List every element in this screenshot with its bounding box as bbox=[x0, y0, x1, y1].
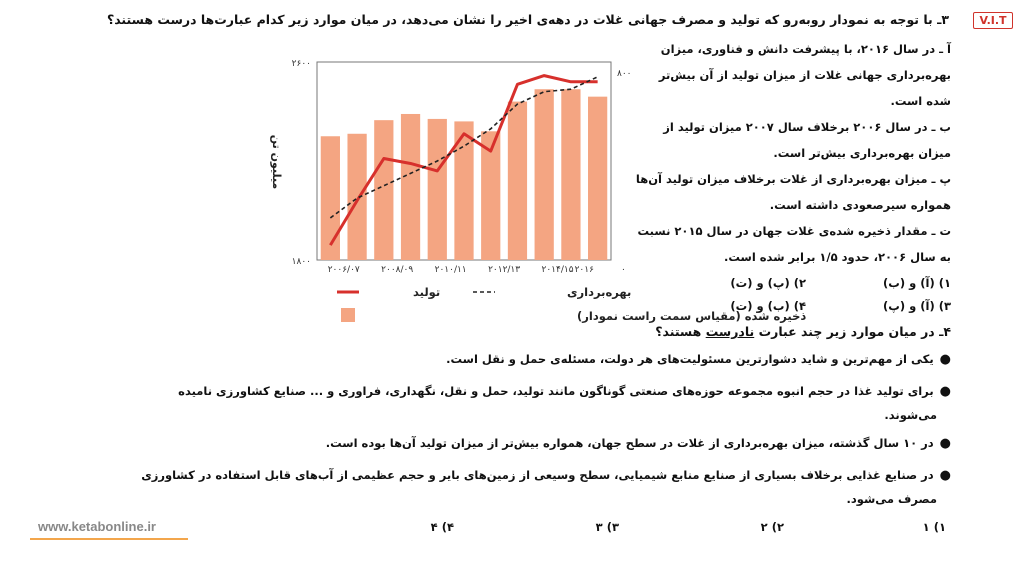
left-axis-tick-top: ۲۶۰۰ bbox=[291, 59, 311, 69]
legend-storage-swatch bbox=[341, 308, 355, 322]
bullet-dot-icon: ● bbox=[939, 436, 951, 451]
legend-consumption-label: بهره‌برداری bbox=[567, 285, 632, 299]
storage-bar bbox=[508, 102, 527, 260]
x-axis-tick-label: ۲۰۱۶ bbox=[574, 265, 594, 275]
statement-p-line-1: پ ـ میزان بهره‌برداری از غلات برخلاف میزان تولید آن‌ها bbox=[635, 172, 951, 186]
footer-underline bbox=[30, 538, 188, 540]
q4-bullet-4 bbox=[141, 468, 951, 483]
question-code-badge: V.I.T bbox=[973, 12, 1013, 29]
y-axis-label: میلیون تن bbox=[270, 134, 283, 190]
q4-bullet-2 bbox=[178, 384, 951, 399]
q3-option-1[interactable]: ۱) (آ) و (ب) bbox=[883, 276, 951, 290]
statement-b-line-1: ب ـ در سال ۲۰۰۶ برخلاف سال ۲۰۰۷ میزان تولید از bbox=[663, 120, 951, 134]
q4-bullet-4-cont: مصرف می‌شود. bbox=[846, 492, 937, 506]
q4-bullet-2-cont: می‌شوند. bbox=[884, 408, 937, 422]
storage-bar bbox=[561, 89, 580, 260]
storage-bar bbox=[321, 136, 340, 260]
q4-option-4[interactable]: ۴) ۴ bbox=[430, 520, 454, 534]
storage-bar bbox=[347, 134, 366, 260]
x-axis-tick-label: ۲۰۱۲/۱۳ bbox=[488, 265, 521, 275]
statement-a-line-3: شده است. bbox=[890, 94, 951, 108]
legend-production-label: تولید bbox=[413, 285, 441, 299]
q4-option-1[interactable]: ۱) ۱ bbox=[922, 520, 946, 534]
x-axis-tick-label: ۲۰۱۰/۱۱ bbox=[434, 265, 467, 275]
question-4-number: ۴ـ bbox=[939, 324, 951, 339]
q3-option-2[interactable]: ۲) (پ) و (ت) bbox=[730, 276, 806, 290]
storage-bar bbox=[401, 114, 420, 260]
x-axis-tick-label: ۲۰۰۸/۰۹ bbox=[381, 265, 414, 275]
question-4-text-a: در میان موارد زیر چند عبارت bbox=[758, 324, 935, 339]
statement-b-line-2: میزان بهره‌برداری بیش‌تر است. bbox=[773, 146, 951, 160]
footer-website-url[interactable]: www.ketabonline.ir bbox=[38, 519, 156, 534]
question-4-text-b: هستند؟ bbox=[655, 324, 702, 339]
legend-storage-label: ذخیره شده (مقیاس سمت راست نمودار) bbox=[577, 309, 807, 323]
q4-bullet-3 bbox=[326, 436, 951, 451]
statement-t-line-1: ت ـ مقدار ذخیره شده‌ی غلات جهان در سال ۲۰۱۵ نسبت bbox=[637, 224, 951, 238]
question-3-number: ۳ـ bbox=[937, 12, 949, 27]
q4-bullet-3-text: در ۱۰ سال گذشته، میزان بهره‌برداری از غلات در سطح جهان، همواره بیش‌تر از میزان تولید آن‌ها بوده است. bbox=[325, 436, 934, 450]
storage-bar bbox=[535, 89, 554, 260]
left-axis-tick-bottom: ۱۸۰۰ bbox=[291, 257, 311, 267]
storage-bar bbox=[428, 119, 447, 260]
q3-option-3[interactable]: ۳) (آ) و (پ) bbox=[883, 299, 951, 313]
q4-option-2[interactable]: ۲) ۲ bbox=[760, 520, 784, 534]
storage-bar bbox=[374, 120, 393, 260]
q4-bullet-1 bbox=[446, 352, 951, 367]
statement-a-line-1: آ ـ در سال ۲۰۱۶، با پیشرفت دانش و فناوری، میزان bbox=[660, 42, 951, 56]
q4-option-3[interactable]: ۳) ۳ bbox=[595, 520, 619, 534]
statement-a-line-2: بهره‌برداری جهانی غلات از میزان تولید از آن بیش‌تر bbox=[658, 68, 951, 82]
q3-option-4[interactable]: ۴) (ب) و (ت) bbox=[730, 299, 806, 313]
right-axis-tick-bottom: ۰ bbox=[621, 265, 626, 275]
bullet-dot-icon: ● bbox=[939, 384, 951, 399]
q4-bullet-1-text: یکی از مهم‌ترین و شاید دشوارترین مسئولیت‌های هر دولت، مسئله‌ی حمل و نقل است. bbox=[446, 352, 934, 366]
bullet-dot-icon: ● bbox=[939, 352, 951, 367]
q4-bullet-2-text: برای تولید غذا در حجم انبوه مجموعه حوزه‌های صنعتی گوناگون مانند تولید، حمل و نقل، نگهداری، فراوری و ... صنایع کشاورزی نامیده bbox=[178, 384, 934, 398]
statement-p-line-2: همواره سیرصعودی داشته است. bbox=[769, 198, 951, 212]
chart-plot-area bbox=[270, 59, 806, 324]
question-3-text: با توجه به نمودار روبه‌رو که تولید و مصرف جهانی غلات در دهه‌ی اخیر را نشان می‌دهد، در میان موارد زیر کدام عبارت‌ها درست هستند؟ bbox=[106, 12, 933, 27]
statement-t-line-2: به سال ۲۰۰۶، حدود ۱/۵ برابر شده است. bbox=[723, 250, 951, 264]
x-axis-tick-label: ۲۰۱۴/۱۵ bbox=[541, 265, 574, 275]
storage-bar bbox=[588, 97, 607, 260]
x-axis-tick-label: ۲۰۰۶/۰۷ bbox=[327, 265, 360, 275]
bullet-dot-icon: ● bbox=[939, 468, 951, 483]
question-4-header bbox=[655, 324, 951, 339]
q4-bullet-4-text: در صنایع غذایی برخلاف بسیاری از صنایع منابع شیمیایی، سطح وسیعی از زمین‌های بایر و حجم عظیمی از آب‌های قابل استفاده در کشاورزی bbox=[141, 468, 934, 482]
right-axis-tick-top: ۸۰۰ bbox=[617, 69, 632, 79]
question-4-text-underlined: نادرست bbox=[705, 324, 755, 339]
question-3-header bbox=[107, 12, 949, 27]
